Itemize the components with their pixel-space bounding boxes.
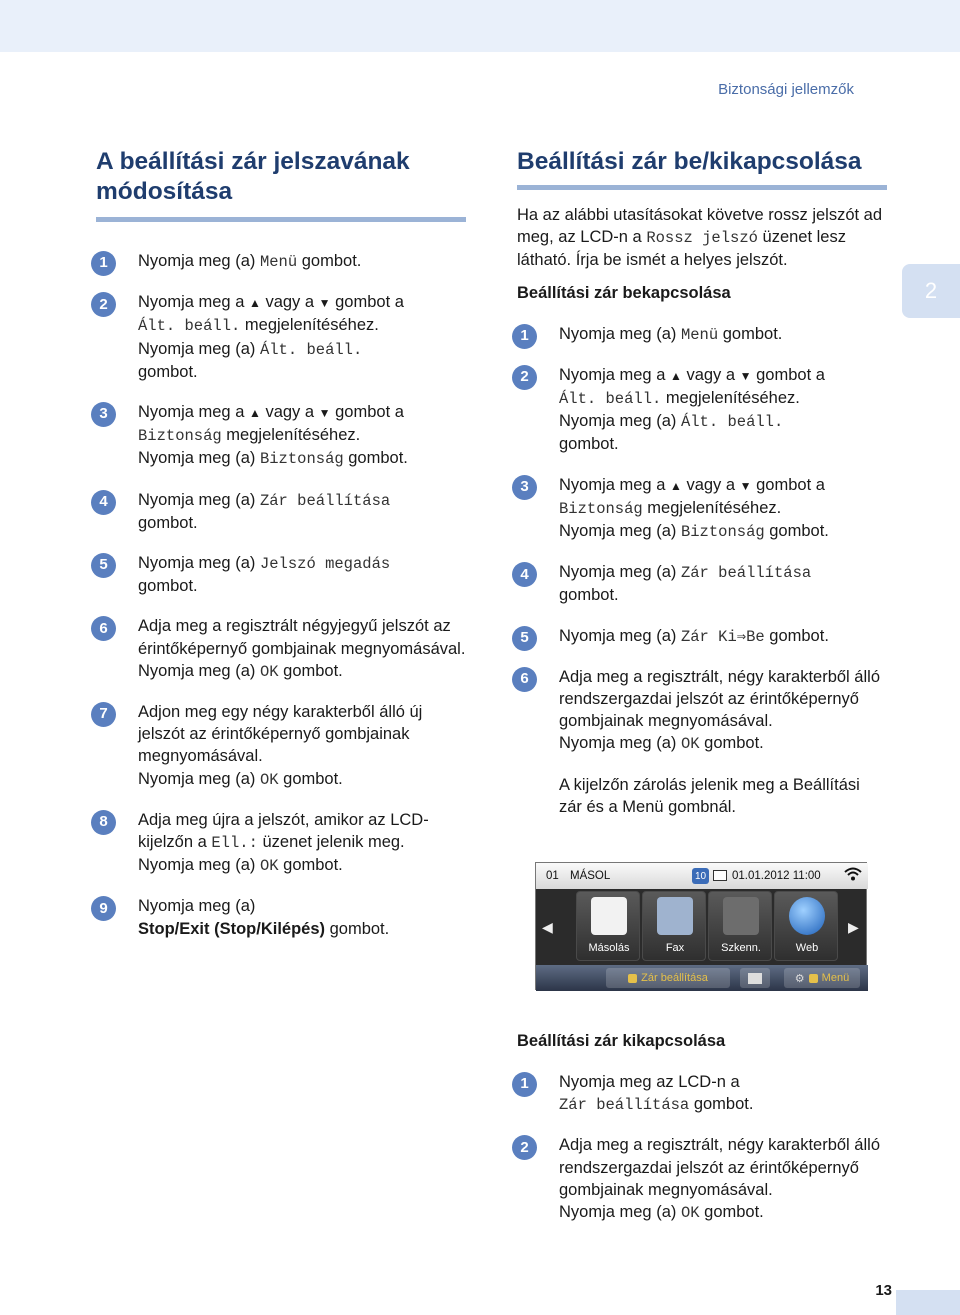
step-number: 5 — [512, 626, 537, 651]
fax-memory-icon — [713, 870, 727, 881]
steps-change-password — [96, 250, 466, 940]
step-number: 2 — [91, 292, 116, 317]
step-2: 2 Nyomja meg a ▲ vagy a ▼ gombot a Ált. beáll. megjelenítéséhez. Nyomja meg (a) Ált. beáll. gombot. — [96, 291, 466, 383]
down-arrow-icon: ▼ — [739, 368, 752, 383]
running-header: Biztonsági jellemzők — [718, 81, 854, 98]
step-7: 7 Adjon meg egy négy karakterből álló új jelszót az érintőképernyő gombjainak megnyomásával. Nyomja meg (a) OK gombot. — [96, 701, 466, 791]
step-number: 8 — [91, 810, 116, 835]
step-6: 6 Adja meg a regisztrált, négy karakterből álló rendszergazdai jelszót az érintőképernyő gombjainak megnyomásával. Nyomja meg (a) OK gombot. — [517, 666, 887, 756]
step-4: 4 Nyomja meg (a) Zár beállítása gombot. — [517, 561, 887, 606]
lcd-bottom-bar — [536, 965, 868, 991]
lcd-tile-web: Web — [774, 891, 838, 961]
lcd-menu-button: ⚙ Menü — [784, 968, 860, 988]
fax-icon — [657, 897, 693, 935]
lcd-lock-settings-button: Zár beállítása — [606, 968, 730, 988]
section-title-change-password: A beállítási zár jelszavának módosítása — [96, 147, 466, 222]
step-2: 2 Adja meg a regisztrált, négy karakterből álló rendszergazdai jelszót az érintőképernyő gombjainak megnyomásával. Nyomja meg (a) OK gombot. — [517, 1134, 887, 1224]
step-number: 3 — [91, 402, 116, 427]
step-8: 8 Adja meg újra a jelszót, amikor az LCD-kijelzőn a Ell.: üzenet jelenik meg. Nyomja meg (a) OK gombot. — [96, 809, 466, 878]
step-1: 1 Nyomja meg (a) Menü gombot. — [517, 323, 887, 346]
lcd-copies: 01 — [546, 870, 559, 882]
step-5: 5 Nyomja meg (a) Jelszó megadás gombot. — [96, 552, 466, 597]
lcd-left-arrow-icon: ◀ — [542, 919, 553, 935]
down-arrow-icon: ▼ — [739, 478, 752, 493]
step-6: 6 Adja meg a regisztrált négyjegyű jelszót az érintőképernyő gombjainak megnyomásával. Nyomja meg (a) OK gombot. — [96, 615, 466, 683]
lcd-mode: MÁSOL — [570, 870, 611, 882]
lcd-right-arrow-icon: ▶ — [848, 919, 859, 935]
lcd-tile-scan: Szkenn. — [708, 891, 772, 961]
wifi-icon — [844, 866, 862, 885]
up-arrow-icon: ▲ — [669, 478, 682, 493]
lock-result-note: A kijelzőn zárolás jelenik meg a Beállítási zár és a Menü gombnál. — [559, 775, 860, 816]
step-number: 3 — [512, 475, 537, 500]
step-5: 5 Nyomja meg (a) Zár Ki⇒Be gombot. — [517, 625, 887, 648]
lcd-tile-fax: Fax — [642, 891, 706, 961]
steps-lock-off — [517, 1071, 887, 1224]
steps-lock-on — [517, 323, 887, 756]
step-2: 2 Nyomja meg a ▲ vagy a ▼ gombot a Ált. beáll. megjelenítéséhez. Nyomja meg (a) Ált. beáll. gombot. — [517, 364, 887, 456]
left-column — [96, 147, 466, 958]
step-number: 1 — [512, 324, 537, 349]
lock-off-section — [517, 1032, 887, 1242]
right-column — [517, 147, 887, 818]
lcd-badge: 10 — [692, 868, 709, 884]
step-number: 2 — [512, 365, 537, 390]
section-title-lock-toggle: Beállítási zár be/kikapcsolása — [517, 147, 887, 190]
scanner-icon — [723, 897, 759, 935]
step-number: 4 — [512, 562, 537, 587]
globe-icon — [789, 897, 825, 935]
step-number: 9 — [91, 896, 116, 921]
lcd-screen — [535, 862, 867, 990]
step-number: 1 — [91, 251, 116, 276]
step-number: 1 — [512, 1072, 537, 1097]
gear-icon: ⚙ — [794, 972, 805, 985]
lcd-tile-copy: Másolás — [576, 891, 640, 961]
up-arrow-icon: ▲ — [669, 368, 682, 383]
lcd-datetime: 01.01.2012 11:00 — [732, 870, 821, 882]
step-number: 2 — [512, 1135, 537, 1160]
lcd-status-bar — [536, 863, 868, 889]
down-arrow-icon: ▼ — [318, 406, 331, 421]
address-book-icon — [748, 973, 762, 984]
heading-lock-on: Beállítási zár bekapcsolása — [517, 283, 731, 302]
step-1: 1 Nyomja meg (a) Menü gombot. — [96, 250, 466, 273]
page-corner-tab — [896, 1290, 960, 1315]
step-3: 3 Nyomja meg a ▲ vagy a ▼ gombot a Biztonság megjelenítéséhez. Nyomja meg (a) Biztonság gombot. — [96, 401, 466, 471]
up-arrow-icon: ▲ — [248, 296, 261, 311]
lock-icon — [628, 974, 637, 983]
lock-icon — [809, 974, 818, 983]
step-number: 4 — [91, 490, 116, 515]
up-arrow-icon: ▲ — [248, 406, 261, 421]
heading-lock-off: Beállítási zár kikapcsolása — [517, 1032, 726, 1050]
intro-paragraph: Ha az alábbi utasításokat követve rossz jelszót ad meg, az LCD-n a Rossz jelszó üzenet lesz látható. Írja be ismét a helyes jelszót. — [517, 206, 883, 270]
step-number: 6 — [91, 616, 116, 641]
step-1: 1 Nyomja meg az LCD-n a Zár beállítása gombot. — [517, 1071, 887, 1116]
step-9: 9 Nyomja meg (a) Stop/Exit (Stop/Kilépés) gombot. — [96, 895, 466, 939]
copy-icon — [591, 897, 627, 935]
step-number: 6 — [512, 667, 537, 692]
chapter-tab: 2 — [902, 264, 960, 318]
top-band — [0, 0, 960, 52]
page-number: 13 — [875, 1282, 892, 1299]
step-3: 3 Nyomja meg a ▲ vagy a ▼ gombot a Biztonság megjelenítéséhez. Nyomja meg (a) Biztonság gombot. — [517, 474, 887, 544]
step-number: 7 — [91, 702, 116, 727]
step-4: 4 Nyomja meg (a) Zár beállítása gombot. — [96, 489, 466, 534]
lcd-book-button — [740, 968, 770, 988]
down-arrow-icon: ▼ — [318, 296, 331, 311]
step-number: 5 — [91, 553, 116, 578]
